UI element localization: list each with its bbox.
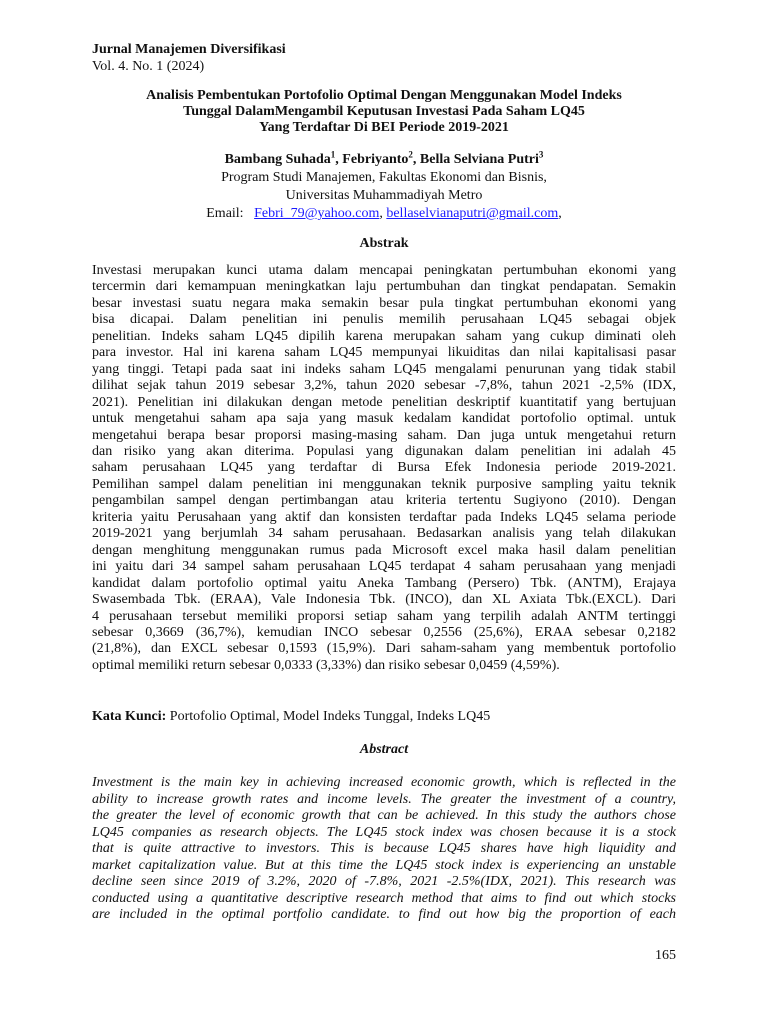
keywords-label: Kata Kunci: bbox=[92, 709, 167, 724]
paragraph-line: dan risiko yang akan diterima. Populasi yang digunakan dalam penelitian ini adalah 45 bbox=[92, 443, 676, 459]
paragraph-line: kriteria yaitu Perusahaan yang aktif dan konsisten terdaftar pada Indeks LQ45 selama periode bbox=[92, 509, 676, 525]
journal-name: Jurnal Manajemen Diversifikasi bbox=[92, 42, 286, 57]
author-affiliation-mark: 2 bbox=[408, 149, 413, 160]
paragraph-line: Swasembada Tbk. (ERAA), Vale Indonesia Tbk. (INCO), dan XL Axiata Tbk.(EXCL). Dari bbox=[92, 592, 676, 608]
email-link-febri[interactable]: Febri_79@yahoo.com bbox=[254, 206, 380, 221]
paragraph-line: mengetahui berapa besar proporsi masing-masing saham. Dan juga untuk mengetahui return bbox=[92, 427, 676, 443]
paragraph-line: conducted using a quantitative descriptive research method that aims to find out which stocks bbox=[92, 890, 676, 906]
paragraph-line: the greater the level of economic growth that can be achieved. In this study the authors chose bbox=[92, 808, 676, 823]
paragraph-line: besar investasi suatu negara maka semakin besar pula tingkat pertumbuhan ekonomi yang bbox=[92, 295, 676, 311]
abstrak-body bbox=[92, 263, 676, 674]
paragraph-line: yang tinggi. Tetapi pada saat ini indeks saham LQ45 mengalami penurunan yang tidak stabil bbox=[92, 361, 676, 377]
keywords-text: Portofolio Optimal, Model Indeks Tunggal, Indeks LQ45 bbox=[166, 709, 491, 724]
paragraph-line: LQ45 companies as research objects. The LQ45 stock index was chosen because it is a stock bbox=[92, 824, 676, 840]
paragraph-line: (21,8%), dan EXCL sebesar 0,1593 (15,9%). Dari saham-saham yang membentuk portofolio bbox=[92, 641, 676, 657]
email-label: Email: bbox=[206, 206, 244, 221]
page-number: 165 bbox=[655, 948, 676, 963]
paragraph-line: ini yaitu dari 34 sampel saham perusahaan LQ45 terdapat 4 saham perusahaan yang menjadi bbox=[92, 559, 676, 575]
paragraph-line: Investasi merupakan kunci utama dalam mencapai peningkatan pertumbuhan ekonomi yang bbox=[92, 263, 676, 278]
paragraph-line: that is quite attractive to investors. This is because LQ45 shares have high liquidity and bbox=[92, 841, 676, 856]
title-line: Yang Terdaftar Di BEI Periode 2019-2021 bbox=[259, 120, 509, 135]
affiliation-line: Program Studi Manajemen, Fakultas Ekonomi dan Bisnis, bbox=[221, 170, 547, 185]
paragraph-line: untuk mengetahui saham apa saja yang masuk kedalam kandidat portofolio optimal. untuk bbox=[92, 411, 676, 427]
paragraph-line: 4 perusahaan tersebut memiliki proporsi setiap saham yang terpilih adalah ANTM tertinggi bbox=[92, 608, 676, 624]
paper-title bbox=[92, 88, 676, 136]
paragraph-line: decline seen since 2019 of 3.2%, 2020 of -7.8%, 2021 -2.5%(IDX, 2021). This research was bbox=[92, 874, 676, 889]
paragraph-line: para investor. Hal ini karena saham LQ45 mempunyai likuiditas dan nilai kapitalisasi pasar bbox=[92, 345, 676, 361]
author-affiliation-mark: 1 bbox=[330, 149, 336, 160]
paragraph-line: bisa dicapai. Dalam penelitian ini penulis memilih perusahaan LQ45 sebagai objek bbox=[92, 312, 676, 328]
keywords bbox=[92, 708, 676, 726]
paragraph-line: optimal memiliki return sebesar 0,0333 (3,33%) dan risiko sebesar 0,0459 (4,59%). bbox=[92, 657, 560, 673]
authors-block bbox=[92, 151, 676, 223]
abstrak-heading: Abstrak bbox=[359, 236, 409, 251]
author-name: Febriyanto bbox=[342, 152, 409, 167]
paragraph-line: 2019-2021 yang berjumlah 34 saham perusahaan. Bedasarkan analisis yang telah dilakukan bbox=[92, 526, 676, 542]
email-line: Email: Febri_79@yahoo.com, bellaselvianaputri@gmail.com, bbox=[206, 206, 562, 221]
email-link-bella[interactable]: bellaselvianaputri@gmail.com bbox=[386, 206, 559, 221]
title-line: Tunggal DalamMengambil Keputusan Investasi Pada Saham LQ45 bbox=[183, 104, 585, 119]
author-name: Bella Selviana Putri bbox=[419, 152, 539, 167]
paragraph-line: ability to increase growth rates and income levels. The greater the investment of a country, bbox=[92, 791, 676, 807]
affiliation-line: Universitas Muhammadiyah Metro bbox=[285, 188, 483, 203]
journal-header bbox=[92, 41, 286, 75]
abstract-body bbox=[92, 775, 676, 924]
paragraph-line: market capitalization value. But at this time the LQ45 stock index is experiencing an unstable bbox=[92, 857, 676, 873]
paragraph-line: 2021). Penelitian ini dilakukan dengan metode penelitian deskriptif kuantitatif yang bertujuan bbox=[92, 394, 676, 410]
title-line: Analisis Pembentukan Portofolio Optimal Dengan Menggunakan Model Indeks bbox=[146, 88, 622, 103]
paragraph-line: penelitian. Indeks saham LQ45 dipilih karena merupakan saham yang cukup diminati oleh bbox=[92, 328, 676, 344]
paragraph-line: Investment is the main key in achieving increased economic growth, which is reflected in the bbox=[92, 775, 676, 790]
paragraph-line: Pemilihan sampel dalam penelitian ini menggunakan teknik purposive sampling yaitu teknik bbox=[92, 476, 676, 492]
paragraph-line: saham perusahaan LQ45 yang terdaftar di Bursa Efek Indonesia periode 2019-2021. bbox=[92, 460, 676, 476]
paragraph-line: dengan menghitung menggunakan rumus pada Microsoft excel maka hasil dalam penelitian bbox=[92, 542, 676, 558]
paragraph-line: sebesar 0,3669 (36,7%), kemudian INCO sebesar 0,2556 (25,6%), ERAA sebesar 0,2182 bbox=[92, 624, 676, 640]
author-list: Bambang Suhada$^1$, Febriyanto$^2$, Bella Selviana Putri$^3$ bbox=[224, 149, 544, 167]
paragraph-line: dilihat sejak tahun 2019 sebesar 3,2%, tahun 2020 sebesar -7,8%, tahun 2021 -2,5% (IDX, bbox=[92, 378, 676, 394]
abstract-heading: Abstract bbox=[359, 742, 409, 757]
author-name: Bambang Suhada bbox=[224, 152, 331, 167]
paragraph-line: are included in the optimal portfolio candidate. to find out how big the proportion of each bbox=[92, 907, 676, 922]
paragraph-line: tercermin dari kemampuan meningkatkan laju pertumbuhan dan tingkat pendapatan. Semakin bbox=[92, 279, 676, 295]
journal-volume: Vol. 4. No. 1 (2024) bbox=[92, 59, 205, 74]
author-affiliation-mark: 3 bbox=[538, 149, 544, 160]
paragraph-line: kandidat dalam portofolio optimal yaitu Aneka Tambang (Persero) Tbk. (ANTM), Erajaya bbox=[92, 575, 676, 591]
paragraph-line: pengambilan sampel dengan pertimbangan atau kriteria tertentu Sugiyono (2010). Dengan bbox=[92, 493, 676, 509]
